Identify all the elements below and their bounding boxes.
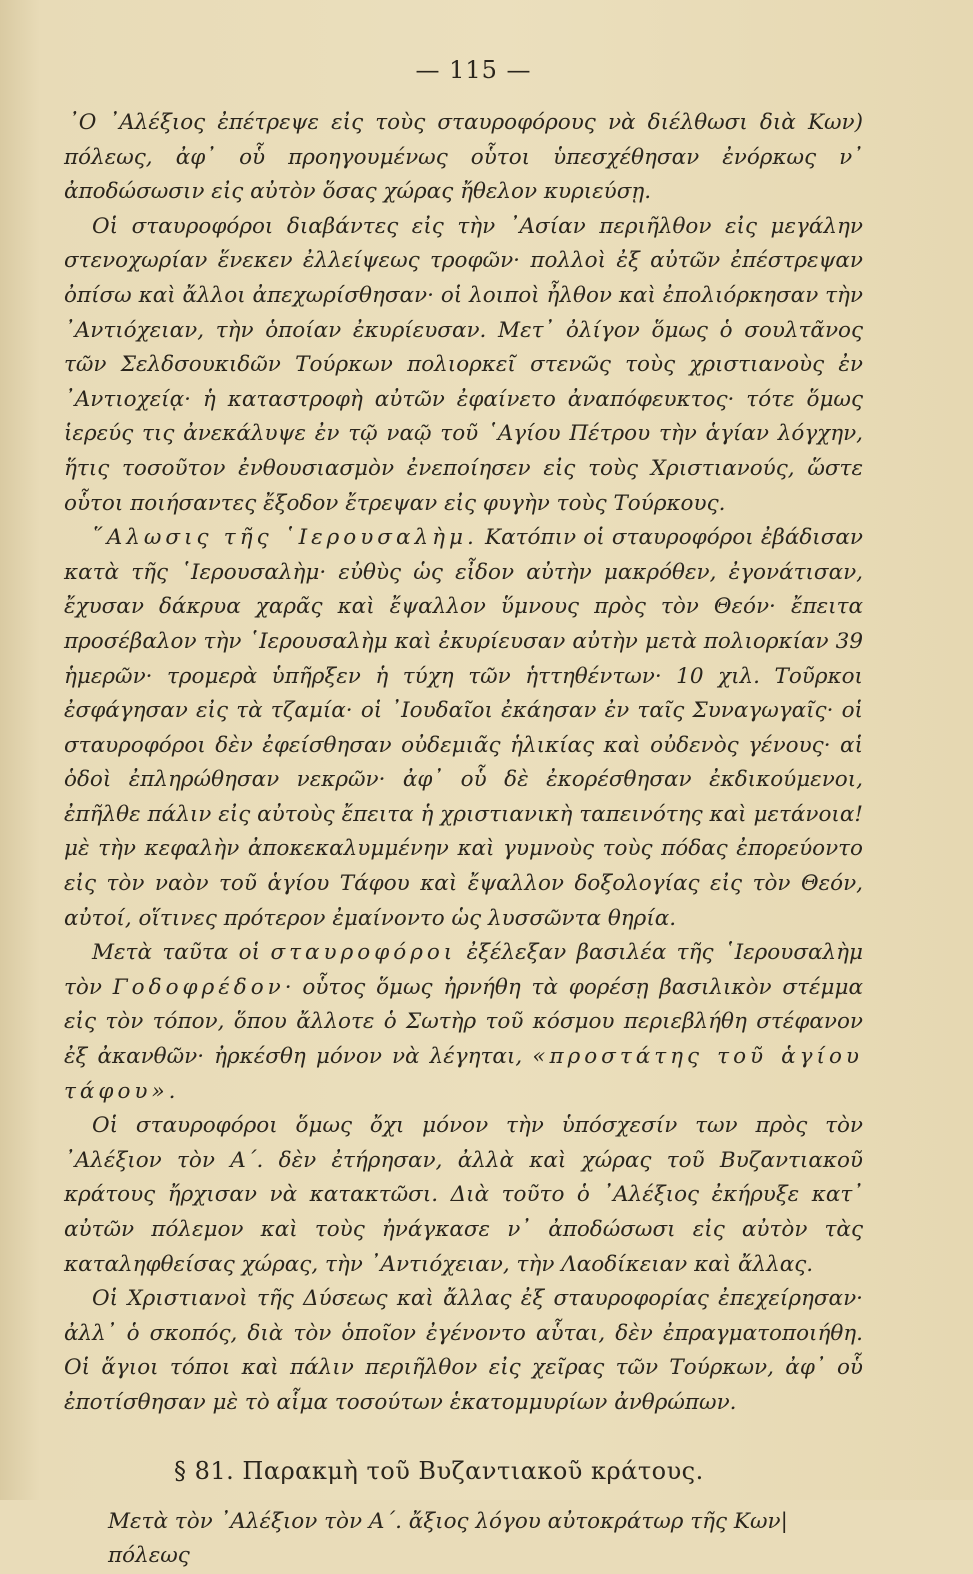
godfrey-text-1: Μετὰ ταῦτα οἱ xyxy=(92,940,261,966)
paragraph-jerusalem-capture xyxy=(64,521,863,936)
paragraph-later-crusades: Οἱ Χριστιανοὶ τῆς Δύσεως καὶ ἄλλας ἐξ σταυροφορίας ἐπεχείρησαν· ἀλλ᾿ ὁ σκοπός, διὰ τὸν ὁποῖον ἐγένοντο αὗται, δὲν ἐπραγματοποιήθη. Οἱ ἅγιοι τόποι καὶ πάλιν περιῆλθον εἰς χεῖρας τῶν Τούρκων, ἀφ᾿ οὗ ἐποτίσθησαν μὲ τὸ αἷμα τοσούτων ἑκατομμυρίων ἀνθρώπων. xyxy=(64,1286,863,1415)
body-text xyxy=(64,106,863,1421)
closing-line: Μετὰ τὸν ᾿Αλέξιον τὸν Α΄. ἄξιος λόγου αὐτοκράτωρ τῆς Κων|πόλεως xyxy=(108,1508,788,1569)
godfrey-text-2: ἐξέλεξαν βασιλέα τῆς ῾Ιερουσαλὴμ τὸν xyxy=(64,940,863,1000)
page-number: — 115 — xyxy=(415,56,532,84)
godfrey-text-3: · οὗτος ὅμως ἠρνήθη τὰ φορέσῃ βασιλικὸν στέμμα εἰς τὸν τόπον, ὅπου ἄλλοτε ὁ Σωτὴρ τοῦ κόσμου περιεβλήθη στέφανον ἐξ ἀκανθῶν· ἠρκέσθη μόνον νὰ λέγηται, xyxy=(64,974,863,1070)
subheading-capture-of-jerusalem: ῞Αλωσις τῆς ῾Ιερουσαλὴμ. xyxy=(92,525,478,551)
paragraph-godfrey xyxy=(64,936,863,1109)
name-godfrey: Γοδοφρέδον xyxy=(112,974,285,1000)
jerusalem-capture-text: Κατόπιν οἱ σταυροφόροι ἐβάδισαν κατὰ τῆς ῾Ιερουσαλὴμ· εὐθὺς ὡς εἶδον αὐτὴν μακρόθεν, ἐγονάτισαν, ἔχυσαν δάκρυα χαρᾶς καὶ ἔψαλλον ὕμνους πρὸς τὸν Θεόν· ἔπειτα προσέβαλον τὴν ῾Ιερουσαλὴμ καὶ ἐκυρίευσαν αὐτὴν μετὰ πολιορκίαν 39 ἡμερῶν· τρομερὰ ὑπῆρξεν ἡ τύχη τῶν ἡττηθέντων· 10 χιλ. Τοῦρκοι ἐσφάγησαν εἰς τὰ τζαμία· οἱ ᾿Ιουδαῖοι ἐκάησαν ἐν ταῖς Συναγωγαῖς· οἱ σταυροφόροι δὲν ἐφείσθησαν οὐδεμιᾶς ἡλικίας καὶ οὐδενὸς γένους· αἱ ὁδοὶ ἐπληρώθησαν νεκρῶν· ἀφ᾿ οὗ δὲ ἐκορέσθησαν ἐκδικούμενοι, ἐπῆλθε πάλιν εἰς αὐτοὺς ἔπειτα ἡ χριστιανικὴ ταπεινότης καὶ μετάνοια! μὲ τὴν κεφαλὴν ἀποκεκαλυμμένην καὶ γυμνοὺς τοὺς πόδας ἐπορεύοντο εἰς τὸν ναὸν τοῦ ἁγίου Τάφου καὶ ἔψαλλον δοξολογίας εἰς τὸν Θεόν, αὐτοί, οἵτινες πρότερον ἐμαίνοντο ὡς λυσσῶντα θηρία. xyxy=(64,525,864,931)
term-crusaders: σταυροφόροι xyxy=(270,940,457,966)
title-protector-holy-sepulchre: «προστάτης τοῦ ἁγίου τάφου». xyxy=(64,1044,863,1104)
paragraph-antioch: Οἱ σταυροφόροι διαβάντες εἰς τὴν ᾿Ασίαν περιῆλθον εἰς μεγάλην στενοχωρίαν ἕνεκεν ἐλλείψεως τροφῶν· πολλοὶ ἐξ αὐτῶν ἐπέστρεψαν ὀπίσω καὶ ἄλλοι ἀπεχωρίσθησαν· οἱ λοιποὶ ἦλθον καὶ ἐπολιόρκησαν τὴν ᾿Αντιόχειαν, τὴν ὁποίαν ἐκυρίευσαν. Μετ᾿ ὀλίγον ὅμως ὁ σουλτᾶνος τῶν Σελδσουκιδῶν Τούρκων πολιορκεῖ στενῶς τοὺς χριστιανοὺς ἐν ᾿Αντιοχείᾳ· ἡ καταστροφὴ αὐτῶν ἐφαίνετο ἀναπόφευκτος· τότε ὅμως ἱερεύς τις ἀνεκάλυψε ἐν τῷ ναῷ τοῦ ῾Αγίου Πέτρου τὴν ἁγίαν λόγχην, ἥτις τοσοῦτον ἐνθουσιασμὸν ἐνεποίησεν εἰς τοὺς Χριστιανούς, ὥστε οὗτοι ποιήσαντες ἔξοδον ἔτρεψαν εἰς φυγὴν τοὺς Τούρκους. xyxy=(64,213,863,516)
paragraph-alexios-crossing: ᾿Ο ᾿Αλέξιος ἐπέτρεψε εἰς τοὺς σταυροφόρους νὰ διέλθωσι διὰ Κων) πόλεως, ἀφ᾿ οὗ προηγουμένως οὗτοι ὑπεσχέθησαν ἐνόρκως ν᾿ ἀποδώσωσιν εἰς αὐτὸν ὅσας χώρας ἤθελον κυριεύσῃ. xyxy=(64,110,863,205)
paragraph-broken-promise: Οἱ σταυροφόροι ὅμως ὄχι μόνον τὴν ὑπόσχεσίν των πρὸς τὸν ᾿Αλέξιον τὸν Α΄. δὲν ἐτήρησαν, ἀλλὰ καὶ χώρας τοῦ Βυζαντιακοῦ κράτους ἤρχισαν νὰ κατακτῶσι. Διὰ τοῦτο ὁ ᾿Αλέξιος ἐκήρυξε κατ᾿ αὐτῶν πόλεμον καὶ τοὺς ἠνάγκασε ν᾿ ἀποδώσωσι εἰς αὐτὸν τὰς καταληφθείσας χώρας, τὴν ᾿Αντιόχειαν, τὴν Λαοδίκειαν καὶ ἄλλας. xyxy=(64,1113,863,1277)
section-heading: § 81. Παρακμὴ τοῦ Βυζαντιακοῦ κράτους. xyxy=(174,1456,704,1485)
